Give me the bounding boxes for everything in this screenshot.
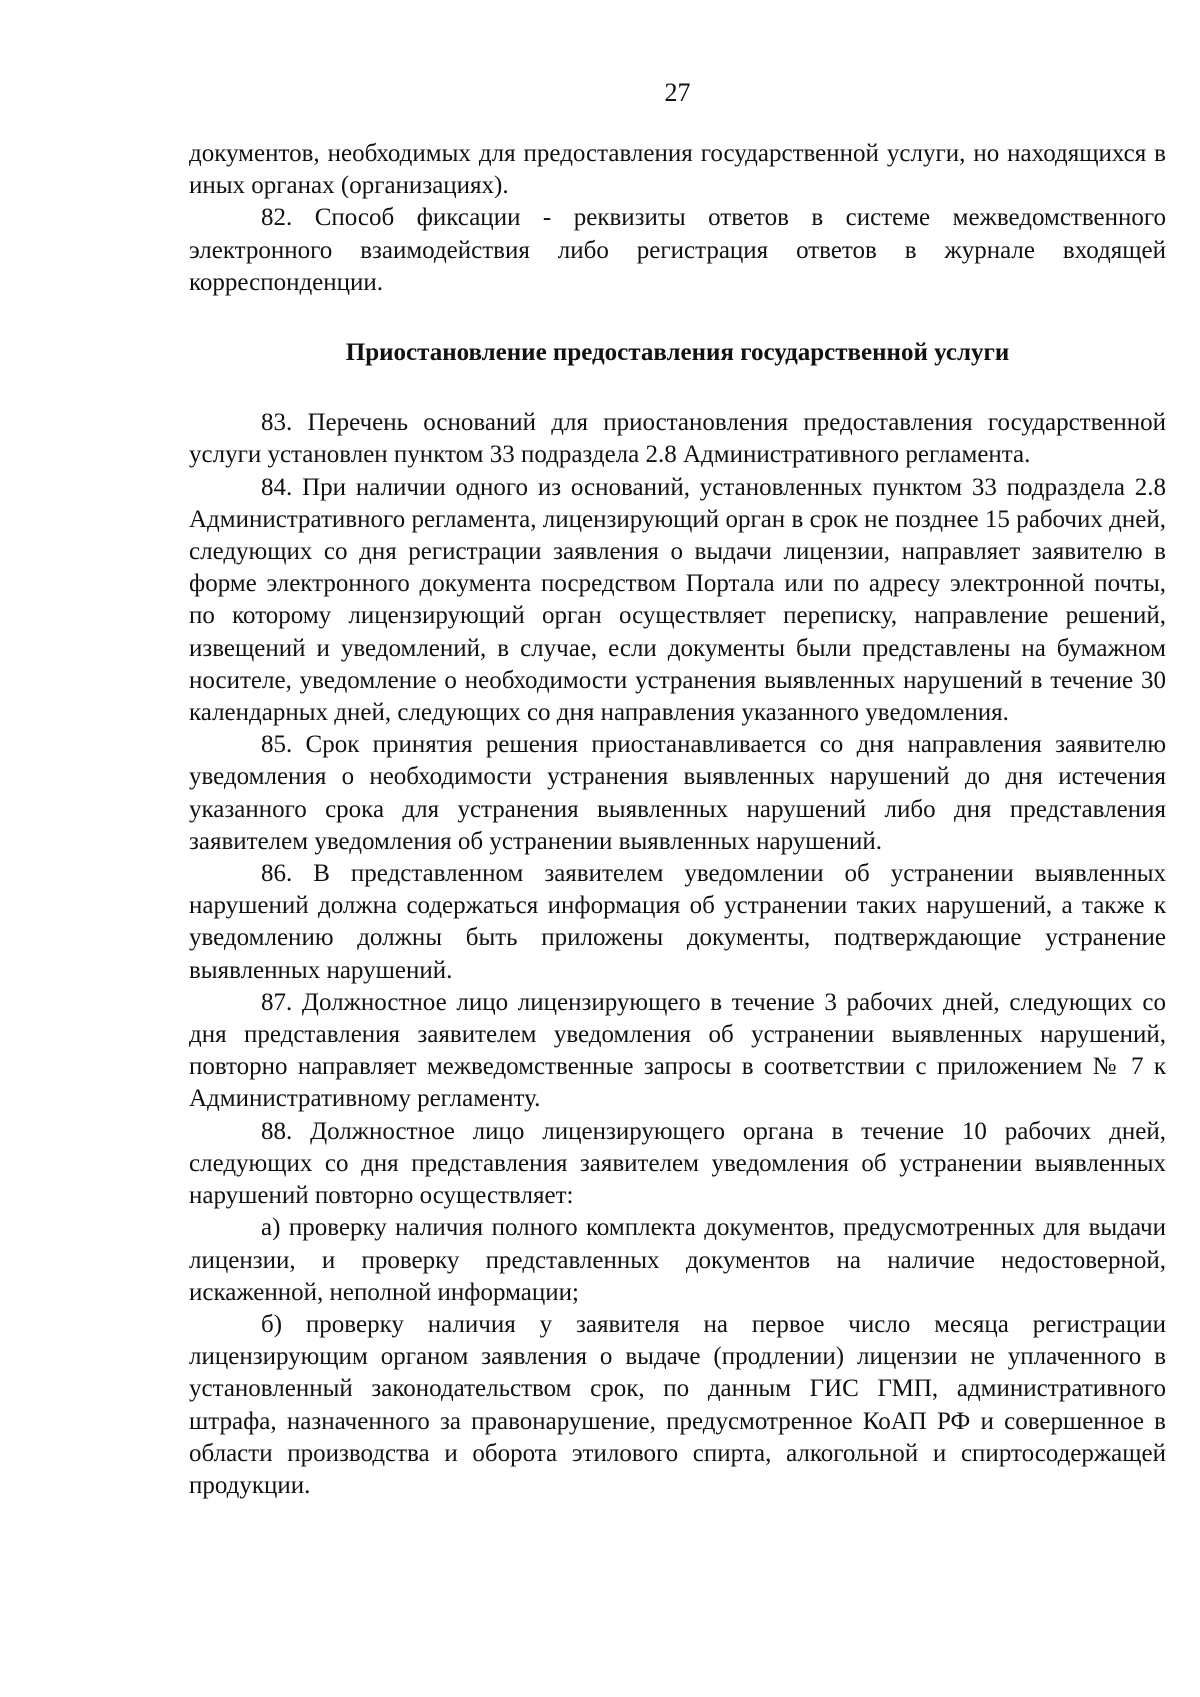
paragraph-88-a: а) проверку наличия полного комплекта документов, предусмотренных для выдачи лицензии, и проверку представленных документов на наличие недостоверной, искаженной, неполной информации; (189, 1214, 1166, 1306)
section-heading: Приостановление предоставления государственной услуги (345, 339, 1010, 367)
paragraph-86: 86. В представленном заявителем уведомлении об устранении выявленных нарушений должна содержаться информация об устранении таких нарушений, а также к уведомлению должны быть приложены документы, подтверждающие устранение выявленных нарушений. (189, 860, 1166, 984)
spacer (189, 369, 1166, 407)
paragraph-87: 87. Должностное лицо лицензирующего в течение 3 рабочих дней, следующих со дня представления заявителем уведомления об устранении выявленных нарушений, повторно направляет межведомственные запросы в соответствии с приложением № 7 к Административному регламенту. (189, 988, 1166, 1113)
paragraph-88: 88. Должностное лицо лицензирующего органа в течение 10 рабочих дней, следующих со дня представления заявителем уведомления об устранении выявленных нарушений повторно осуществляет: (189, 1117, 1166, 1210)
spacer (189, 299, 1166, 337)
paragraph-83: 83. Перечень оснований для приостановления предоставления государственной услуги установлен пунктом 33 подраздела 2.8 Административного регламента. (189, 409, 1166, 469)
paragraph-continuation: документов, необходимых для предоставления государственной услуги, но находящихся в иных органах (организациях). (189, 140, 1166, 200)
paragraph-88-b: б) проверку наличия у заявителя на первое число месяца регистрации лицензирующим органом заявления о выдаче (продлении) лицензии не уплаченного в установленный законодательством срок, по данным ГИС ГМП, административного штрафа, назначенного за правонарушение, предусмотренное КоАП РФ и совершенное в области производства и оборота этилового спирта, алкогольной и спиртосодержащей продукции. (189, 1310, 1166, 1499)
paragraph-84: 84. При наличии одного из оснований, установленных пунктом 33 подраздела 2.8 Административного регламента, лицензирующий орган в срок не позднее 15 рабочих дней, следующих со дня регистрации заявления о выдачи лицензии, направляет заявителю в форме электронного документа посредством Портала или по адресу электронной почты, по которому лицензирующий орган осуществляет переписку, направление решений, извещений и уведомлений, в случае, если документы были представлены на бумажном носителе, уведомление о необходимости устранения выявленных нарушений в течение 30 календарных дней, следующих со дня направления указанного уведомления. (189, 473, 1166, 727)
paragraph-82: 82. Способ фиксации - реквизиты ответов в системе межведомственного электронного взаимодействия либо регистрация ответов в журнале входящей корреспонденции. (189, 204, 1166, 296)
page-number: 27 (664, 78, 691, 107)
paragraph-85: 85. Срок принятия решения приостанавливается со дня направления заявителю уведомления о необходимости устранения выявленных нарушений до дня истечения указанного срока для устранения выявленных нарушений либо дня представления заявителем уведомления об устранении выявленных нарушений. (189, 731, 1166, 855)
document-body (189, 138, 1166, 1502)
